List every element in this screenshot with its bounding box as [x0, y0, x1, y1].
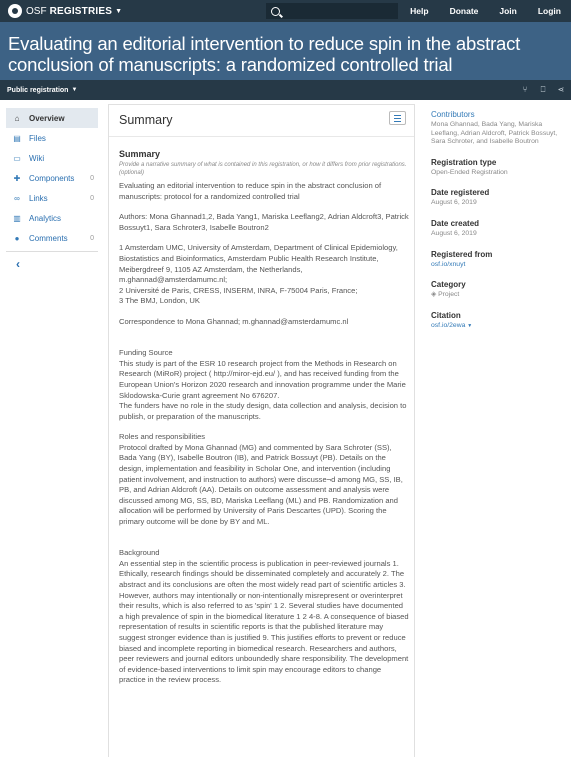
summary-paragraph: Evaluating an editorial intervention to reduce spin in the abstract conclusion of manuscripts: protocol for a randomized controlled trial [119, 181, 382, 201]
links-count: 0 [90, 194, 94, 202]
category-label: Category [431, 280, 466, 290]
title-banner [0, 22, 571, 80]
book-icon: ▭ [13, 153, 21, 163]
registration-metadata [431, 110, 566, 341]
menu-line [394, 118, 401, 119]
sidebar-item-components[interactable] [6, 168, 98, 188]
public-registration-dropdown[interactable]: Public registration [7, 86, 69, 94]
summary-paragraph: Authors: Mona Ghannad1,2, Bada Yang1, Mariska Leeflang2, Adrian Aldcroft3, Patrick Bossuyt1, Sara Schroter3, Isabelle Boutron2 [119, 212, 409, 232]
summary-panel-title: Summary [119, 113, 173, 127]
registered-from-label: Registered from [431, 249, 493, 259]
sidebar-item-label: Components [29, 173, 75, 183]
contributors-label[interactable]: Contributors [431, 110, 475, 119]
summary-section-title: Summary [119, 149, 161, 159]
osf-logo-icon [8, 4, 22, 18]
project-sidebar [6, 108, 98, 271]
caret-down-icon[interactable]: ▼ [71, 87, 78, 93]
components-count: 0 [90, 174, 94, 182]
sidebar-item-wiki[interactable] [6, 148, 98, 168]
sidebar-item-files[interactable] [6, 128, 98, 148]
sidebar-item-label: Wiki [29, 153, 45, 163]
registration-subbar [0, 80, 571, 100]
summary-content [119, 149, 409, 686]
date-created-label: Date created [431, 218, 480, 228]
comments-count: 0 [90, 234, 94, 242]
bar-chart-icon: ▥ [13, 213, 21, 223]
sidebar-item-label: Overview [29, 113, 65, 123]
sidebar-divider [6, 251, 98, 252]
category-text: Project [438, 291, 460, 299]
sidebar-item-links[interactable] [6, 188, 98, 208]
registered-from-link[interactable]: osf.io/xnuyt [431, 260, 466, 268]
share-icon[interactable]: ⋖ [557, 85, 565, 94]
login-link[interactable]: Login [537, 6, 561, 16]
summary-paragraph: Roles and responsibilities Protocol drafted by Mona Ghannad (MG) and commented by Sara Schroter (SS), Bada Yang (BY), Isabelle Boutron (IB), and Patrick Bossuyt (PB). Details on the design, implementation and feasibility in Scholar One, and intervention (including patient involvement, and instruction to authors) were discusse¬d among MG, SS, IB, PB, and Adrian Aldcroft (AA). Details on outcome assessment and analysis were discussed among MG, SS, BD, Mariska Leeflang (ML) and PB. Randomization and allocation will be performed by University of Paris Descartes (UPD). Scoring the primary outcome will be done by BY and ML. [119, 432, 403, 527]
brand-registries-text: REGISTRIES [49, 5, 113, 17]
summary-paragraph: 1 Amsterdam UMC, University of Amsterdam, Department of Clinical Epidemiology, Biostatistics and Bioinformatics, Amsterdam Public Health Research Institute, Meibergdreef 9, 1105 AZ Amsterdam, the Netherlands, m.ghannad@amsterdamumc.nl; 2 Université de Paris, CRESS, INSERM, INRA, F-75004 Paris, France; 3 The BMJ, London, UK [119, 243, 398, 306]
contributors-list[interactable]: Mona Ghannad, Bada Yang, Mariska Leeflang, Adrian Aldcroft, Patrick Bossuyt, Sara Schroter, and Isabelle Boutron [431, 121, 558, 146]
registration-actions [511, 85, 565, 94]
sidebar-item-label: Links [29, 193, 48, 203]
toc-menu-button[interactable] [389, 111, 406, 125]
search-icon [271, 7, 280, 16]
sidebar-item-comments[interactable] [6, 228, 98, 248]
sidebar-item-label: Analytics [29, 213, 62, 223]
brand-menu[interactable] [8, 4, 122, 18]
help-link[interactable]: Help [410, 6, 429, 16]
summary-section-hint: Provide a narrative summary of what is contained in this registration, or how it differs from prior registrations. (optional) [119, 162, 407, 176]
summary-paragraph: Background An essential step in the scientific process is publication in peer-reviewed journals 1. Ethically, research findings should be disseminated completely and accurately 2. The abstract and its conclusions are often the most widely read part of scientific articles 3. However, authors may intentionally or non-intentionally misrepresent or overinterpret their results, which is also referred to as 'spin' 1 2. Several studies have documented a high prevalence of spin in the biomedical literature 1 2 4-8. A consequence of biased representation of results in scientific reports is that the published literature may suggest stronger evidence than is justified 9. This justifies efforts to prevent or reduce biased and incomplete reporting in biomedical research. Researchers and authors, peer reviewers and journal editors unboundedly share responsibility. The development of evidence-based interventions to limit spin may encourage editors to change practice in the review process. [119, 548, 409, 685]
citation-dropdown[interactable] [431, 322, 566, 331]
fork-icon[interactable]: ⑂ [522, 85, 528, 94]
nav-links [389, 0, 561, 22]
summary-paragraph: Correspondence to Mona Ghannad; m.ghannad@amsterdamumc.nl [119, 316, 349, 326]
sidebar-item-label: Files [29, 133, 46, 143]
join-link[interactable]: Join [499, 6, 517, 16]
link-icon: ∞ [14, 193, 20, 203]
bookmark-icon[interactable]: ⎕ [540, 85, 546, 94]
registration-type-value: Open-Ended Registration [431, 168, 508, 176]
sidebar-item-label: Comments [29, 233, 68, 243]
caret-down-icon: ▼ [115, 7, 123, 15]
sidebar-item-overview[interactable] [6, 108, 98, 128]
file-icon: ▤ [13, 133, 21, 143]
home-icon: ⌂ [14, 113, 20, 123]
date-created-value: August 6, 2019 [431, 229, 477, 237]
menu-line [394, 115, 401, 116]
date-registered-label: Date registered [431, 188, 490, 198]
caret-down-icon: ▼ [467, 322, 473, 329]
summary-panel-header [109, 105, 414, 137]
cube-icon: ◈ [431, 291, 437, 299]
category-value [431, 291, 566, 300]
summary-panel [108, 104, 415, 757]
comment-icon: ● [14, 233, 20, 243]
donate-link[interactable]: Donate [449, 6, 479, 16]
citation-label: Citation [431, 310, 461, 320]
puzzle-icon: ✚ [13, 173, 21, 183]
summary-paragraph: Funding Source This study is part of the ESR 10 research project from the Methods in Research on Research (MiRoR) project ( http://miror-ejd.eu/ ), and has received funding from the European Union's Horizon 2020 research and innovation programme under the Marie Sklodowska-Curie grant agreement No 676207. The funders have no role in the study design, data collection and analysis, decision to publish, or preparation of the manuscripts. [119, 348, 407, 421]
brand-osf-text: OSF [26, 5, 47, 17]
date-registered-value: August 6, 2019 [431, 199, 477, 207]
registration-type-label: Registration type [431, 157, 497, 167]
top-navbar [0, 0, 571, 22]
collapse-sidebar-chevron-icon[interactable]: ‹ [16, 257, 20, 271]
citation-text: osf.io/2ewa [431, 321, 466, 329]
page-title: Evaluating an editorial intervention to reduce spin in the abstract conclusion of manuscripts: a randomized controlled trial [8, 33, 521, 75]
search-button[interactable] [266, 3, 398, 19]
sidebar-item-analytics[interactable] [6, 208, 98, 228]
menu-line [394, 121, 401, 122]
